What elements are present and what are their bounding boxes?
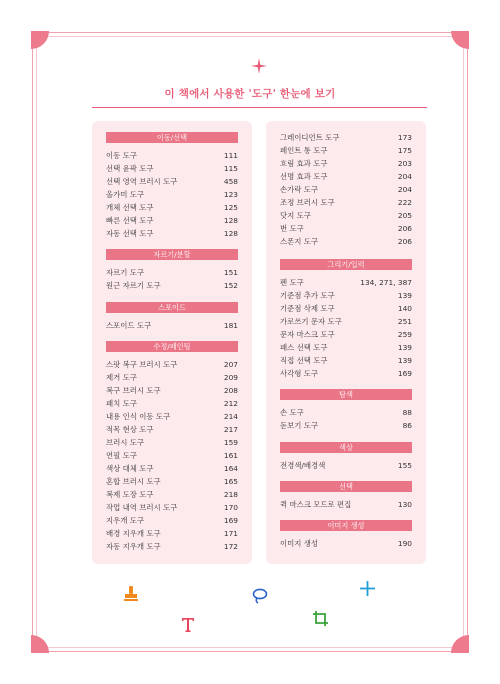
- tool-page: 222: [397, 198, 412, 207]
- tool-name: 스팟 복구 브러시 도구: [106, 360, 178, 369]
- tool-list: [266, 498, 426, 511]
- tool-name: 돋보기 도구: [280, 421, 319, 430]
- tool-row: [266, 144, 426, 157]
- tool-row: [266, 235, 426, 248]
- tool-name: 사각형 도구: [280, 369, 319, 378]
- tool-section: [92, 302, 252, 332]
- tool-row: [92, 449, 252, 462]
- tool-row: [266, 367, 426, 380]
- tool-page: 151: [223, 268, 238, 277]
- tool-page: 123: [223, 190, 238, 199]
- tool-page: 171: [223, 529, 238, 538]
- tool-page: 204: [397, 185, 412, 194]
- tool-name: 작업 내역 브러시 도구: [106, 503, 178, 512]
- tool-row: [92, 201, 252, 214]
- tool-name: 자르기 도구: [106, 268, 145, 277]
- tool-row: [92, 384, 252, 397]
- tool-name: 손가락 도구: [280, 185, 319, 194]
- tool-page: 170: [223, 503, 238, 512]
- add-anchor-icon: [360, 581, 375, 596]
- tool-name: 제거 도구: [106, 373, 137, 382]
- tool-name: 배경 지우개 도구: [106, 529, 161, 538]
- tool-row: [92, 149, 252, 162]
- tool-row: [266, 131, 426, 144]
- tool-row: [92, 501, 252, 514]
- tool-name: 혼합 브러시 도구: [106, 477, 161, 486]
- tool-page: 139: [397, 343, 412, 352]
- tool-row: [266, 419, 426, 432]
- tool-name: 페인트 통 도구: [280, 146, 328, 155]
- tool-row: [92, 175, 252, 188]
- tool-row: [92, 371, 252, 384]
- sparkle-icon: [251, 58, 267, 74]
- tool-page: 128: [223, 229, 238, 238]
- tool-row: [92, 162, 252, 175]
- tool-page: 181: [223, 321, 238, 330]
- tool-page: 164: [223, 464, 238, 473]
- tool-row: [92, 436, 252, 449]
- crop-icon: [313, 611, 328, 626]
- tool-row: [266, 315, 426, 328]
- text-tool-icon: [182, 618, 194, 632]
- tool-row: [266, 196, 426, 209]
- tool-section: [92, 249, 252, 292]
- tool-name: 개체 선택 도구: [106, 203, 154, 212]
- tool-name: 이미지 생성: [280, 539, 319, 548]
- tool-section: [266, 481, 426, 511]
- tool-row: [266, 302, 426, 315]
- lasso-icon: [252, 588, 268, 604]
- tool-row: [92, 462, 252, 475]
- tool-page: 152: [223, 281, 238, 290]
- tool-page: 161: [223, 451, 238, 460]
- tool-name: 조정 브러시 도구: [280, 198, 335, 207]
- tool-name: 그레이디언트 도구: [280, 133, 340, 142]
- tool-page: 212: [223, 399, 238, 408]
- tool-name: 닷지 도구: [280, 211, 311, 220]
- tool-name: 가로쓰기 문자 도구: [280, 317, 342, 326]
- tool-name: 퀵 마스크 모드로 편집: [280, 500, 352, 509]
- tool-name: 복제 도장 도구: [106, 490, 154, 499]
- tool-row: [92, 540, 252, 553]
- tool-list: [92, 266, 252, 292]
- tool-page: 203: [397, 159, 412, 168]
- tool-name: 기준점 삭제 도구: [280, 304, 335, 313]
- tool-page: 169: [223, 516, 238, 525]
- tool-page: 111: [223, 151, 238, 160]
- tool-row: [92, 397, 252, 410]
- tool-page: 217: [223, 425, 238, 434]
- tool-row: [266, 222, 426, 235]
- tool-page: 169: [397, 369, 412, 378]
- tool-page: 458: [223, 177, 238, 186]
- section-header: 수정/페인팅: [106, 341, 238, 352]
- section-header: 탐색: [280, 389, 412, 400]
- tool-name: 패스 선택 도구: [280, 343, 328, 352]
- tool-name: 스포이드 도구: [106, 321, 152, 330]
- tool-section: [266, 442, 426, 472]
- tool-name: 기준점 추가 도구: [280, 291, 335, 300]
- tool-name: 선명 효과 도구: [280, 172, 328, 181]
- tool-name: 선택 윤곽 도구: [106, 164, 154, 173]
- section-header: 스포이드: [106, 302, 238, 313]
- tool-row: [266, 537, 426, 550]
- tool-row: [92, 319, 252, 332]
- tool-page: 208: [223, 386, 238, 395]
- tool-name: 내용 인식 이동 도구: [106, 412, 171, 421]
- tool-name: 문자 마스크 도구: [280, 330, 335, 339]
- title-rule: [92, 107, 427, 108]
- tool-name: 자동 선택 도구: [106, 229, 154, 238]
- tool-row: [266, 209, 426, 222]
- section-header: 이미지 생성: [280, 520, 412, 531]
- stamp-icon: [124, 586, 138, 602]
- tool-page: 130: [397, 500, 412, 509]
- tool-name: 직접 선택 도구: [280, 356, 328, 365]
- page-title: 이 책에서 사용한 '도구' 한눈에 보기: [164, 88, 336, 100]
- section-header: 그리기/입력: [280, 259, 412, 270]
- tool-row: [92, 279, 252, 292]
- tool-list: [266, 131, 426, 248]
- tool-page: 259: [397, 330, 412, 339]
- tool-name: 원근 자르기 도구: [106, 281, 161, 290]
- tool-page: 175: [397, 146, 412, 155]
- tool-section: [266, 389, 426, 432]
- tool-row: [92, 266, 252, 279]
- tool-name: 연필 도구: [106, 451, 137, 460]
- tool-row: [266, 289, 426, 302]
- tool-section: [92, 341, 252, 553]
- tool-page: 155: [397, 461, 412, 470]
- tool-page: 88: [402, 408, 412, 417]
- section-header: 이동/선택: [106, 132, 238, 143]
- tool-row: [92, 488, 252, 501]
- tool-name: 전경색/배경색: [280, 461, 326, 470]
- tool-row: [92, 410, 252, 423]
- tool-row: [266, 459, 426, 472]
- tool-page: 205: [397, 211, 412, 220]
- tool-list: [266, 459, 426, 472]
- tool-page: 251: [397, 317, 412, 326]
- section-header: 자르기/분할: [106, 249, 238, 260]
- tool-list: [92, 319, 252, 332]
- tool-row: [92, 358, 252, 371]
- tool-section: [266, 520, 426, 550]
- tool-name: 흐림 효과 도구: [280, 159, 328, 168]
- tool-section: [92, 132, 252, 240]
- tool-page: 206: [397, 237, 412, 246]
- tool-page: 209: [223, 373, 238, 382]
- tool-row: [92, 475, 252, 488]
- tool-page: 115: [223, 164, 238, 173]
- tool-row: [266, 183, 426, 196]
- tool-list: [266, 406, 426, 432]
- tool-row: [266, 354, 426, 367]
- tool-row: [266, 157, 426, 170]
- tool-row: [266, 170, 426, 183]
- tool-row: [92, 514, 252, 527]
- tool-name: 지우개 도구: [106, 516, 145, 525]
- tool-page: 190: [397, 539, 412, 548]
- tool-name: 선택 영역 브러시 도구: [106, 177, 178, 186]
- tool-page: 173: [397, 133, 412, 142]
- tool-list: [266, 537, 426, 550]
- tool-name: 복구 브러시 도구: [106, 386, 161, 395]
- section-header: 선택: [280, 481, 412, 492]
- tool-name: 번 도구: [280, 224, 304, 233]
- tool-name: 스폰지 도구: [280, 237, 319, 246]
- tool-page: 172: [223, 542, 238, 551]
- tool-name: 적목 현상 도구: [106, 425, 154, 434]
- tool-row: [266, 498, 426, 511]
- tool-row: [92, 188, 252, 201]
- tool-page: 140: [397, 304, 412, 313]
- tools-panel-right: [266, 121, 426, 564]
- tool-page: 125: [223, 203, 238, 212]
- tool-page: 139: [397, 291, 412, 300]
- tool-row: [92, 214, 252, 227]
- tool-row: [266, 406, 426, 419]
- tool-row: [266, 276, 426, 289]
- tool-name: 색상 대체 도구: [106, 464, 154, 473]
- tool-page: 214: [223, 412, 238, 421]
- tool-name: 펜 도구: [280, 278, 304, 287]
- tool-page: 218: [223, 490, 238, 499]
- tool-name: 패치 도구: [106, 399, 137, 408]
- tool-row: [92, 227, 252, 240]
- tool-page: 207: [223, 360, 238, 369]
- tool-page: 206: [397, 224, 412, 233]
- tool-list: [92, 358, 252, 553]
- tool-name: 손 도구: [280, 408, 304, 417]
- tool-page: 128: [223, 216, 238, 225]
- tool-name: 빠른 선택 도구: [106, 216, 154, 225]
- tool-row: [266, 341, 426, 354]
- tool-page: 165: [223, 477, 238, 486]
- tool-name: 올가미 도구: [106, 190, 145, 199]
- tool-name: 브러시 도구: [106, 438, 145, 447]
- tools-panel-left: [92, 121, 252, 564]
- tool-page: 204: [397, 172, 412, 181]
- tool-page: 159: [223, 438, 238, 447]
- tool-row: [266, 328, 426, 341]
- tool-list: [92, 149, 252, 240]
- tool-list: [266, 276, 426, 380]
- tool-row: [92, 423, 252, 436]
- tool-name: 이동 도구: [106, 151, 137, 160]
- tool-page: 86: [402, 421, 412, 430]
- tool-page: 134, 271, 387: [360, 278, 412, 287]
- section-header: 색상: [280, 442, 412, 453]
- tool-name: 자동 지우개 도구: [106, 542, 161, 551]
- tool-page: 139: [397, 356, 412, 365]
- tool-row: [92, 527, 252, 540]
- tool-section: [266, 259, 426, 380]
